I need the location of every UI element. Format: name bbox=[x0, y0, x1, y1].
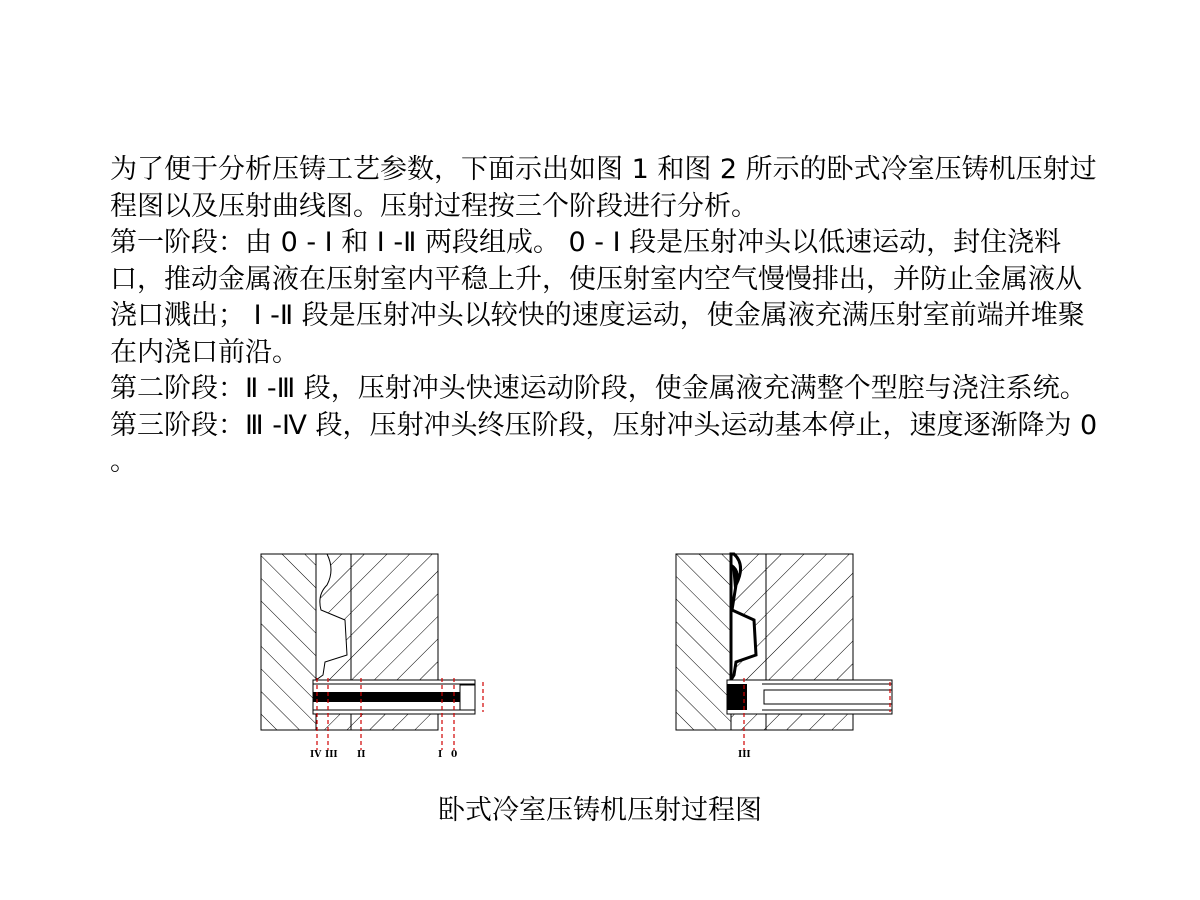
paragraph-stage-1: 第一阶段：由 0 - Ⅰ 和 Ⅰ -Ⅱ 两段组成。 0 - Ⅰ 段是压射冲头以低速运动，封住浇料口，推动金属液在压射室内平稳上升，使压射室内空气慢慢排出，并防止金属液从浇口溅出； Ⅰ -Ⅱ 段是压射冲头以较快的速度运动，使金属液充满压射室前端并堆聚在内浇口前沿。 bbox=[110, 227, 1085, 368]
paragraph-stage-3: 第三阶段：Ⅲ -Ⅳ 段，压射冲头终压阶段，压射冲头运动基本停止，速度逐渐降为 0 。 bbox=[110, 409, 1098, 477]
shot-sleeve bbox=[727, 680, 892, 714]
paragraph-stage-2: 第二阶段：Ⅱ -Ⅲ 段，压射冲头快速运动阶段，使金属液充满整个型腔与浇注系统。 bbox=[110, 373, 1087, 404]
injection-process-figure-2 bbox=[672, 550, 902, 765]
shot-sleeve bbox=[313, 680, 475, 714]
figure-caption: 卧式冷室压铸机压射过程图 bbox=[438, 795, 762, 826]
fixed-die-half bbox=[676, 554, 731, 730]
label-i: I bbox=[438, 750, 443, 760]
label-iii: III bbox=[325, 750, 338, 760]
description-text bbox=[110, 152, 1100, 481]
label-iii: III bbox=[738, 750, 751, 760]
label-ii: II bbox=[357, 750, 366, 760]
label-iv: IV bbox=[310, 750, 322, 760]
injection-process-figure-1 bbox=[255, 550, 495, 765]
label-0: 0 bbox=[451, 750, 458, 760]
paragraph-intro: 为了便于分析压铸工艺参数，下面示出如图 1 和图 2 所示的卧式冷室压铸机压射过程图以及压射曲线图。压射过程按三个阶段进行分析。 bbox=[110, 154, 1097, 222]
fixed-die-half bbox=[261, 554, 316, 730]
